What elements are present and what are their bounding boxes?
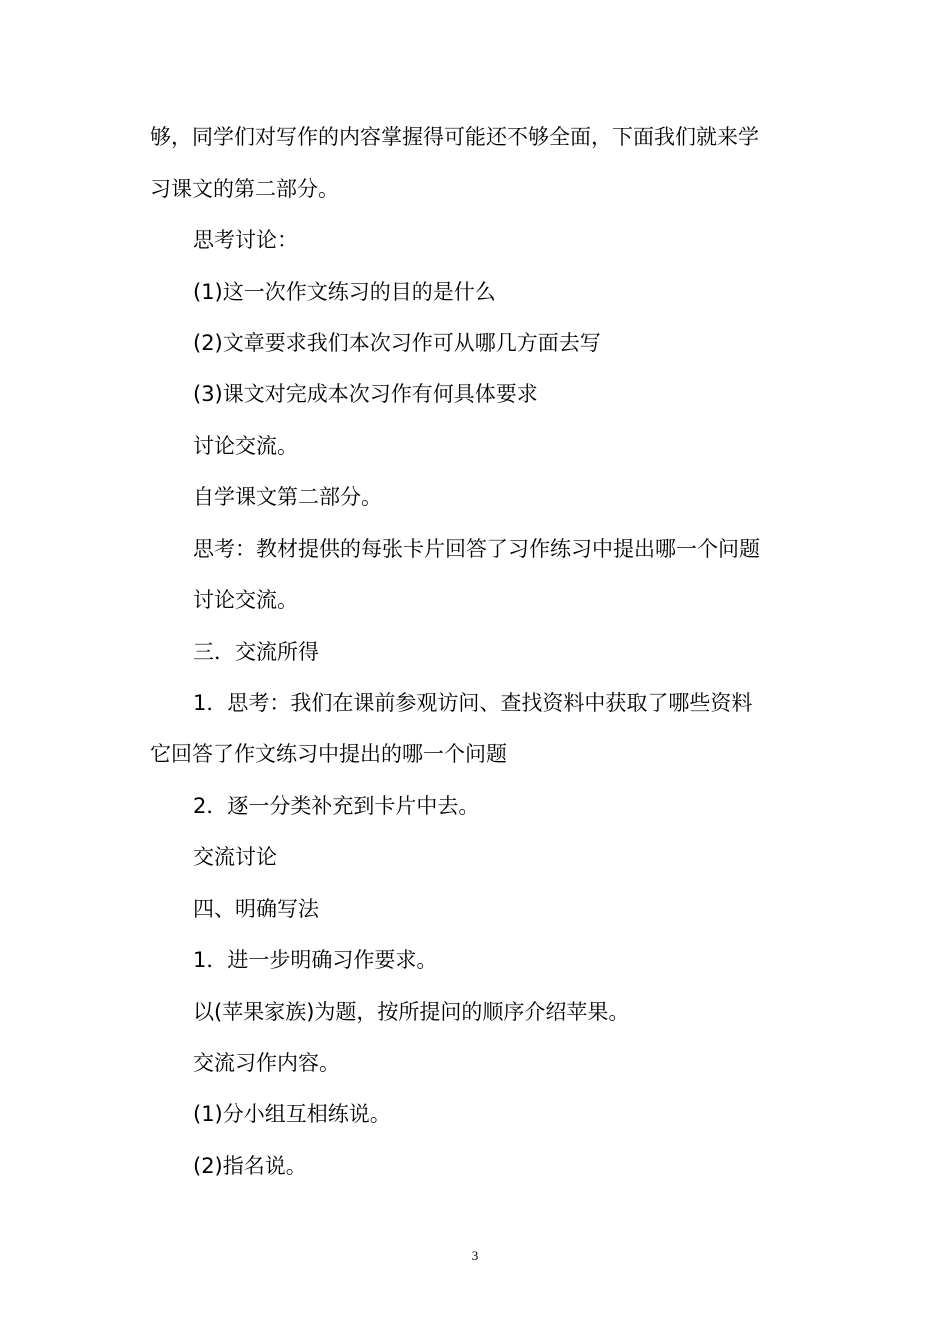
paragraph-line: 以(苹果家族)为题，按所提问的顺序介绍苹果。 <box>193 1000 630 1024</box>
paragraph-line: (2)文章要求我们本次习作可从哪几方面去写 <box>193 331 601 355</box>
paragraph-line: 交流习作内容。 <box>193 1051 340 1075</box>
paragraph-line: 1．进一步明确习作要求。 <box>193 948 438 972</box>
paragraph-line: (1)分小组互相练说。 <box>193 1102 391 1126</box>
paragraph-line: 习课文的第二部分。 <box>150 177 339 201</box>
paragraph-line: 够，同学们对写作的内容掌握得可能还不够全面，下面我们就来学 <box>150 125 759 149</box>
section-heading: 三．交流所得 <box>193 640 319 664</box>
page-number: 3 <box>471 1248 479 1263</box>
paragraph-line: (3)课文对完成本次习作有何具体要求 <box>193 382 538 406</box>
paragraph-line: 2．逐一分类补充到卡片中去。 <box>193 794 480 818</box>
paragraph-line: 交流讨论 <box>193 845 277 869</box>
paragraph-line: 思考讨论： <box>193 228 298 252</box>
paragraph-line: 讨论交流。 <box>193 434 298 458</box>
paragraph-line: (2)指名说。 <box>193 1154 307 1178</box>
paragraph-line: 1．思考：我们在课前参观访问、查找资料中获取了哪些资料 <box>193 691 753 715</box>
paragraph-line: 它回答了作文练习中提出的哪一个问题 <box>150 742 507 766</box>
paragraph-line: 思考：教材提供的每张卡片回答了习作练习中提出哪一个问题 <box>193 537 760 561</box>
section-heading: 四、明确写法 <box>193 897 319 921</box>
paragraph-line: (1)这一次作文练习的目的是什么 <box>193 280 496 304</box>
paragraph-line: 自学课文第二部分。 <box>193 485 382 509</box>
paragraph-line: 讨论交流。 <box>193 588 298 612</box>
